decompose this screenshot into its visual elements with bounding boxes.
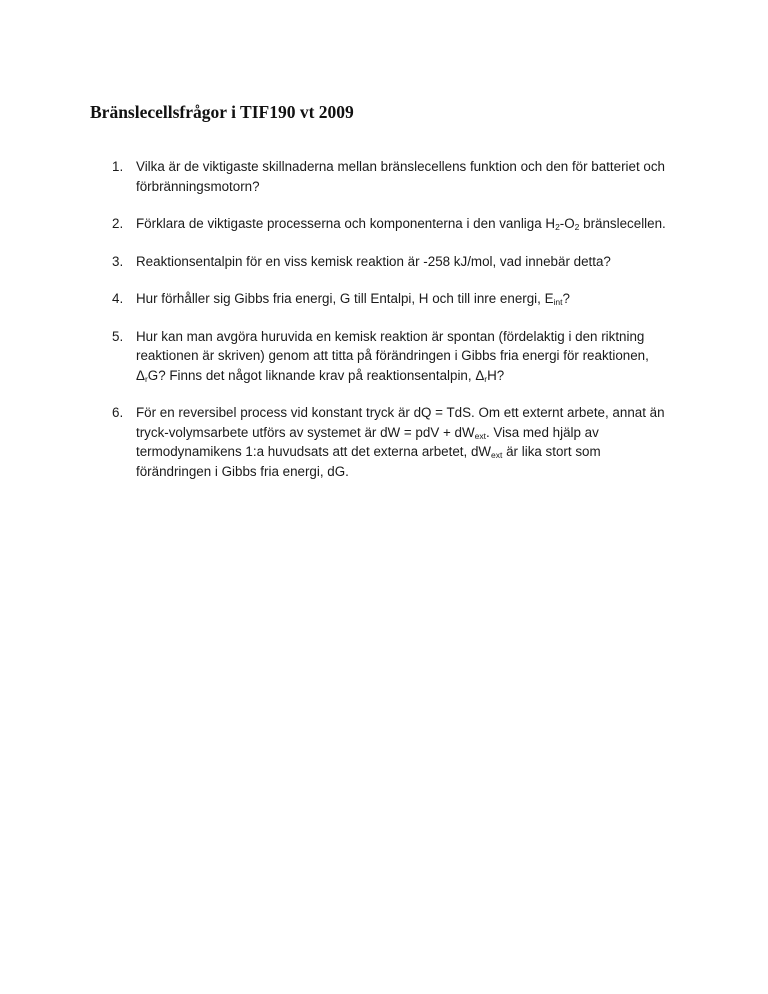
question-5 bbox=[112, 327, 672, 386]
question-text-part: ? bbox=[562, 291, 570, 306]
subscript: ext bbox=[491, 450, 503, 460]
question-6 bbox=[112, 403, 672, 481]
question-text-part: -O bbox=[559, 216, 575, 231]
subscript: 2 bbox=[555, 222, 560, 232]
subscript: r bbox=[484, 373, 488, 384]
page-title: Bränslecellsfrågor i TIF190 vt 2009 bbox=[90, 102, 354, 122]
question-number: 1. bbox=[112, 159, 124, 174]
question-text-part: H? bbox=[487, 367, 505, 383]
question-text-part: är lika stort som förändringen i Gibbs fria energi, dG. bbox=[136, 444, 601, 479]
question-text bbox=[136, 157, 672, 196]
question-4 bbox=[112, 289, 672, 309]
question-text bbox=[136, 403, 672, 481]
question-text-part: Hur förhåller sig Gibbs fria energi, G till Entalpi, H och till inre energi, E bbox=[136, 291, 554, 306]
question-number: 3. bbox=[112, 253, 124, 269]
question-text-part: Förklara de viktigaste processerna och komponenterna i den vanliga H bbox=[136, 216, 556, 231]
question-2 bbox=[112, 214, 672, 234]
question-text bbox=[136, 327, 672, 386]
question-text-part: Reaktionsentalpin för en viss kemisk reaktion är -258 kJ/mol, vad innebär detta? bbox=[136, 253, 611, 269]
question-text-part: . Visa med hjälp av termodynamikens 1:a huvudsats att det externa arbetet, dW bbox=[136, 424, 599, 459]
question-text bbox=[136, 252, 672, 272]
question-number: 5. bbox=[112, 328, 124, 344]
question-1 bbox=[112, 157, 672, 196]
question-text-part: Hur kan man avgöra huruvida en kemisk reaktion är spontan (fördelaktig i den riktning reaktionen är skriven) genom att titta på förändringen i Gibbs fria energi för reaktionen, Δ bbox=[136, 328, 649, 383]
question-number: 6. bbox=[112, 405, 124, 420]
question-text-part: Vilka är de viktigaste skillnaderna mellan bränslecellens funktion och den för batteriet och förbränningsmotorn? bbox=[136, 159, 665, 194]
question-list bbox=[112, 157, 672, 499]
question-text-part: G? Finns det något liknande krav på reaktionsentalpin, Δ bbox=[147, 367, 485, 383]
question-text bbox=[136, 214, 672, 234]
question-text-part: bränslecellen. bbox=[579, 216, 666, 231]
question-text-part: För en reversibel process vid konstant tryck är dQ = TdS. Om ett externt arbete, annat än tryck-volymsarbete utförs av systemet är dW = pdV + dW bbox=[136, 405, 665, 440]
question-number: 4. bbox=[112, 291, 124, 306]
subscript: ext bbox=[474, 430, 486, 441]
subscript: r bbox=[144, 373, 148, 384]
subscript: 2 bbox=[574, 222, 580, 232]
question-text bbox=[136, 289, 672, 309]
question-3 bbox=[112, 252, 672, 272]
question-number: 2. bbox=[112, 216, 124, 231]
subscript: int bbox=[553, 297, 563, 307]
